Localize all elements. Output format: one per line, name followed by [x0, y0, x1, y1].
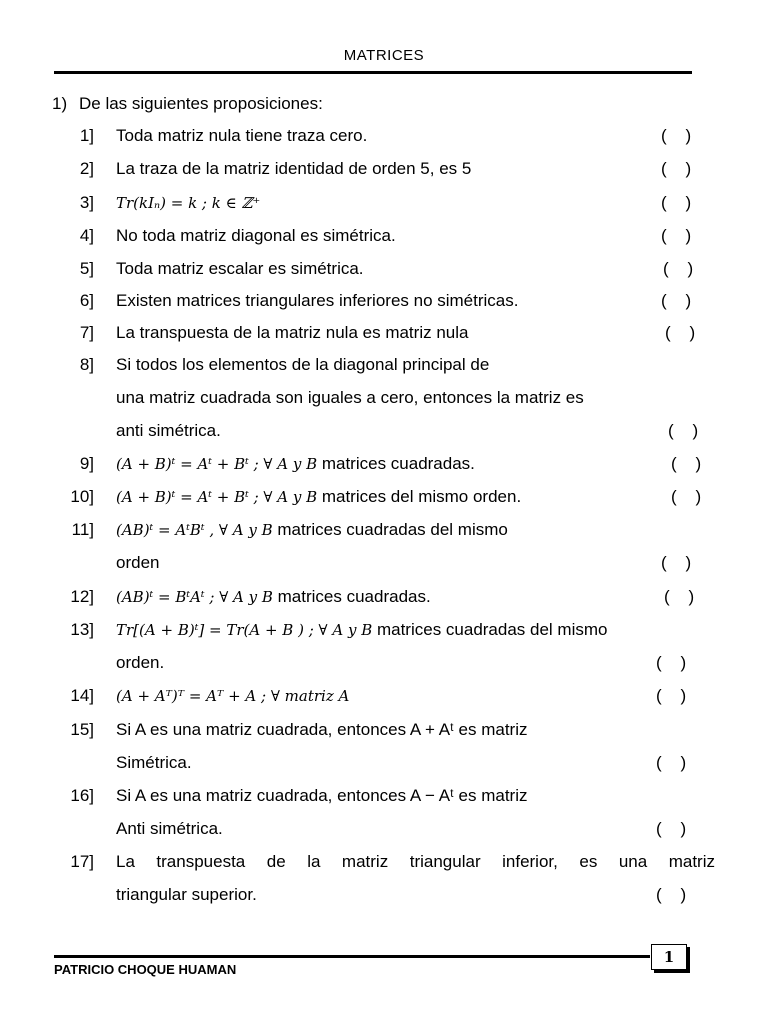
exercise-intro: De las siguientes proposiciones: [79, 94, 323, 113]
item-number: 12] [70, 587, 94, 606]
item-text: matrices cuadradas del mismo [272, 520, 508, 539]
answer-blank: ( ) [665, 323, 696, 342]
item-text: Toda matriz escalar es simétrica. [116, 259, 364, 278]
answer-blank: ( ) [661, 126, 692, 145]
item-number: 8] [79, 355, 94, 374]
answer-blank: ( ) [661, 159, 692, 178]
item-math: (AB)ᵗ = BᵗAᵗ ; ∀ A y B [116, 588, 273, 606]
item-text: Anti simétrica. [116, 819, 223, 838]
item-text: Si A es una matriz cuadrada, entonces A + Aᵗ es matriz [116, 720, 528, 739]
footer-author: PATRICIO CHOQUE HUAMAN [54, 962, 237, 977]
answer-blank: ( ) [661, 193, 692, 212]
item-math: (A + B)ᵗ = Aᵗ + Bᵗ ; ∀ A y B [116, 455, 318, 473]
answer-blank: ( ) [656, 686, 687, 705]
item-number: 11] [71, 520, 94, 539]
item-number: 14] [70, 686, 94, 705]
item-line [116, 487, 521, 507]
answer-blank: ( ) [661, 226, 692, 245]
item-math: Tr(kIₙ) = k ; k ∈ ℤ⁺ [116, 194, 261, 212]
answer-blank: ( ) [663, 259, 694, 278]
item-math: Tr[(A + B)ᵗ] = Tr(A + B ) ; ∀ A y B [116, 621, 373, 639]
item-text: La traza de la matriz identidad de orden 5, es 5 [116, 159, 472, 178]
item-text: Existen matrices triangulares inferiores no simétricas. [116, 291, 519, 310]
item-text: Si A es una matriz cuadrada, entonces A − Aᵗ es matriz [116, 786, 528, 805]
item-number: 10] [70, 487, 94, 506]
item-line [116, 520, 508, 540]
item-line [116, 620, 608, 640]
item-number: 3] [79, 193, 94, 212]
item-text: una matriz cuadrada son iguales a cero, entonces la matriz es [116, 388, 584, 407]
item-text: Simétrica. [116, 753, 192, 772]
footer-rule [54, 955, 650, 958]
item-line [116, 587, 431, 607]
item-number: 1] [79, 126, 94, 145]
header-rule [54, 71, 692, 74]
exercise-number: 1) [52, 94, 68, 113]
item-number: 16] [70, 786, 94, 805]
item-text: orden [116, 553, 160, 572]
answer-blank: ( ) [661, 553, 692, 572]
item-line [116, 454, 475, 474]
item-math: (AB)ᵗ = AᵗBᵗ , ∀ A y B [116, 521, 273, 539]
item-text: matrices cuadradas. [317, 454, 475, 473]
item-text: triangular superior. [116, 885, 257, 904]
item-number: 6] [79, 291, 94, 310]
answer-blank: ( ) [661, 291, 692, 310]
page-header-title: MATRICES [343, 47, 425, 64]
item-number: 4] [79, 226, 94, 245]
item-text: matrices cuadradas. [272, 587, 431, 606]
item-math: (A + B)ᵗ = Aᵗ + Bᵗ ; ∀ A y B [116, 488, 318, 506]
page-number: 1 [651, 944, 687, 970]
answer-blank: ( ) [656, 653, 687, 672]
answer-blank: ( ) [656, 753, 687, 772]
answer-blank: ( ) [671, 487, 702, 506]
item-number: 5] [79, 259, 94, 278]
answer-blank: ( ) [668, 421, 699, 440]
item-math: (A + Aᵀ)ᵀ = Aᵀ + A ; ∀ matriz A [116, 687, 350, 705]
item-number: 15] [70, 720, 94, 739]
item-text: matrices del mismo orden. [317, 487, 522, 506]
item-number: 17] [70, 852, 94, 871]
item-text: La transpuesta de la matriz triangular inferior, es una matriz [116, 852, 715, 871]
item-text: anti simétrica. [116, 421, 221, 440]
item-text: La transpuesta de la matriz nula es matriz nula [116, 323, 469, 342]
answer-blank: ( ) [656, 819, 687, 838]
item-number: 9] [79, 454, 94, 473]
answer-blank: ( ) [664, 587, 695, 606]
item-text: matrices cuadradas del mismo [372, 620, 608, 639]
item-text: orden. [116, 653, 165, 672]
item-number: 13] [70, 620, 94, 639]
item-text: No toda matriz diagonal es simétrica. [116, 226, 396, 245]
item-text: Toda matriz nula tiene traza cero. [116, 126, 368, 145]
answer-blank: ( ) [671, 454, 702, 473]
item-text: Si todos los elementos de la diagonal principal de [116, 355, 490, 374]
item-number: 2] [79, 159, 94, 178]
item-number: 7] [79, 323, 94, 342]
answer-blank: ( ) [656, 885, 687, 904]
